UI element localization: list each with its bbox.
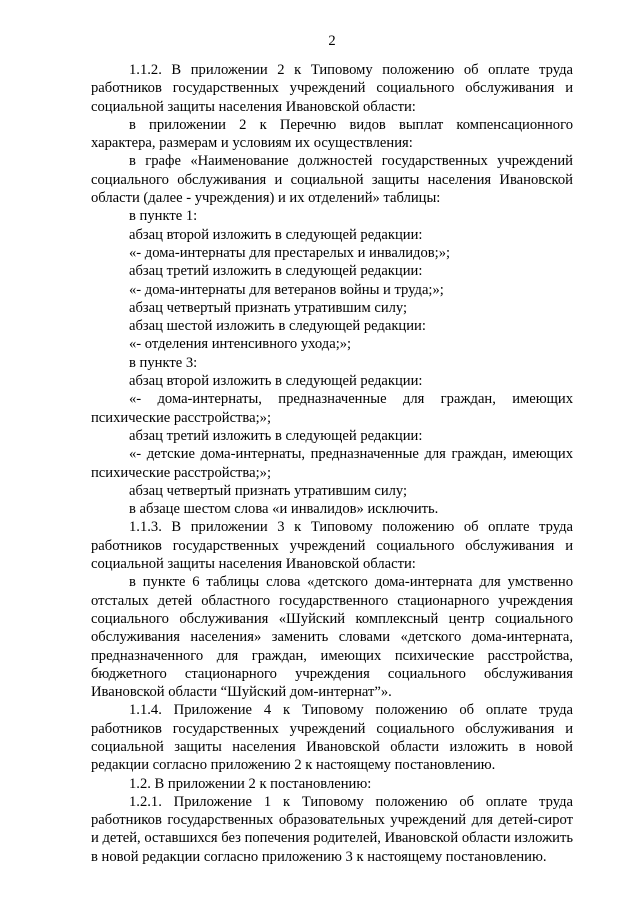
paragraph: в пункте 3: bbox=[129, 354, 198, 371]
paragraph: абзац второй изложить в следующей редакции: bbox=[129, 373, 423, 390]
document-body bbox=[91, 61, 573, 866]
paragraph: «- детские дома-интернаты, предназначенные для граждан, имеющих психические расстройства;»; bbox=[91, 446, 573, 481]
paragraph: в графе «Наименование должностей государственных учреждений социального обслуживания и социальной защиты населения Ивановской области (далее - учреждения) и их отделений» таблицы: bbox=[91, 153, 573, 207]
paragraph: «- отделения интенсивного ухода;»; bbox=[129, 336, 352, 353]
paragraph: абзац второй изложить в следующей редакции: bbox=[129, 226, 423, 243]
paragraph: в пункте 1: bbox=[129, 208, 198, 225]
paragraph: абзац третий изложить в следующей редакции: bbox=[129, 263, 423, 280]
paragraph: 1.1.4. Приложение 4 к Типовому положению об оплате труда работников государственных учреждений социального обслуживания и социальной защиты населения Ивановской области изложить в новой редакции согласно приложению 2 к настоящему постановлению. bbox=[91, 702, 573, 774]
paragraph: «- дома-интернаты для престарелых и инвалидов;»; bbox=[129, 244, 451, 261]
paragraph: 1.2. В приложении 2 к постановлению: bbox=[129, 775, 372, 792]
paragraph: 1.1.2. В приложении 2 к Типовому положению об оплате труда работников государственных учреждений социального обслуживания и социальной защиты населения Ивановской области: bbox=[91, 62, 573, 115]
paragraph: в приложении 2 к Перечню видов выплат компенсационного характера, размерам и условиям их осуществления: bbox=[91, 116, 573, 152]
paragraph: абзац третий изложить в следующей редакции: bbox=[129, 427, 423, 444]
page-number: 2 bbox=[328, 33, 336, 49]
paragraph: «- дома-интернаты, предназначенные для граждан, имеющих психические расстройства;»; bbox=[91, 391, 573, 426]
paragraph: в пункте 6 таблицы слова «детского дома-интерната для умственно отсталых детей областного государственного стационарного учреждения социального обслуживания «Шуйский комплексный центр социального обслуживания населения» заменить словами «детского дома-интерната, предназначенного для граждан, имеющих психические расстройства, бюджетного стационарного учреждения социального обслуживания Ивановской области “Шуйский дом-интернат”». bbox=[91, 574, 573, 701]
paragraph: абзац четвертый признать утратившим силу; bbox=[129, 482, 408, 499]
paragraph: абзац шестой изложить в следующей редакции: bbox=[129, 318, 426, 335]
paragraph: абзац четвертый признать утратившим силу; bbox=[129, 299, 408, 316]
paragraph: 1.2.1. Приложение 1 к Типовому положению об оплате труда работников государственных образовательных учреждений для детей-сирот и детей, оставшихся без попечения родителей, Ивановской области изложить в новой редакции согласно приложению 3 к настоящему постановлению. bbox=[91, 793, 573, 865]
paragraph: 1.1.3. В приложении 3 к Типовому положению об оплате труда работников государственных учреждений социального обслуживания и социальной защиты населения Ивановской области: bbox=[91, 519, 573, 573]
paragraph: в абзаце шестом слова «и инвалидов» исключить. bbox=[129, 501, 439, 518]
paragraph: «- дома-интернаты для ветеранов войны и труда;»; bbox=[129, 281, 444, 298]
